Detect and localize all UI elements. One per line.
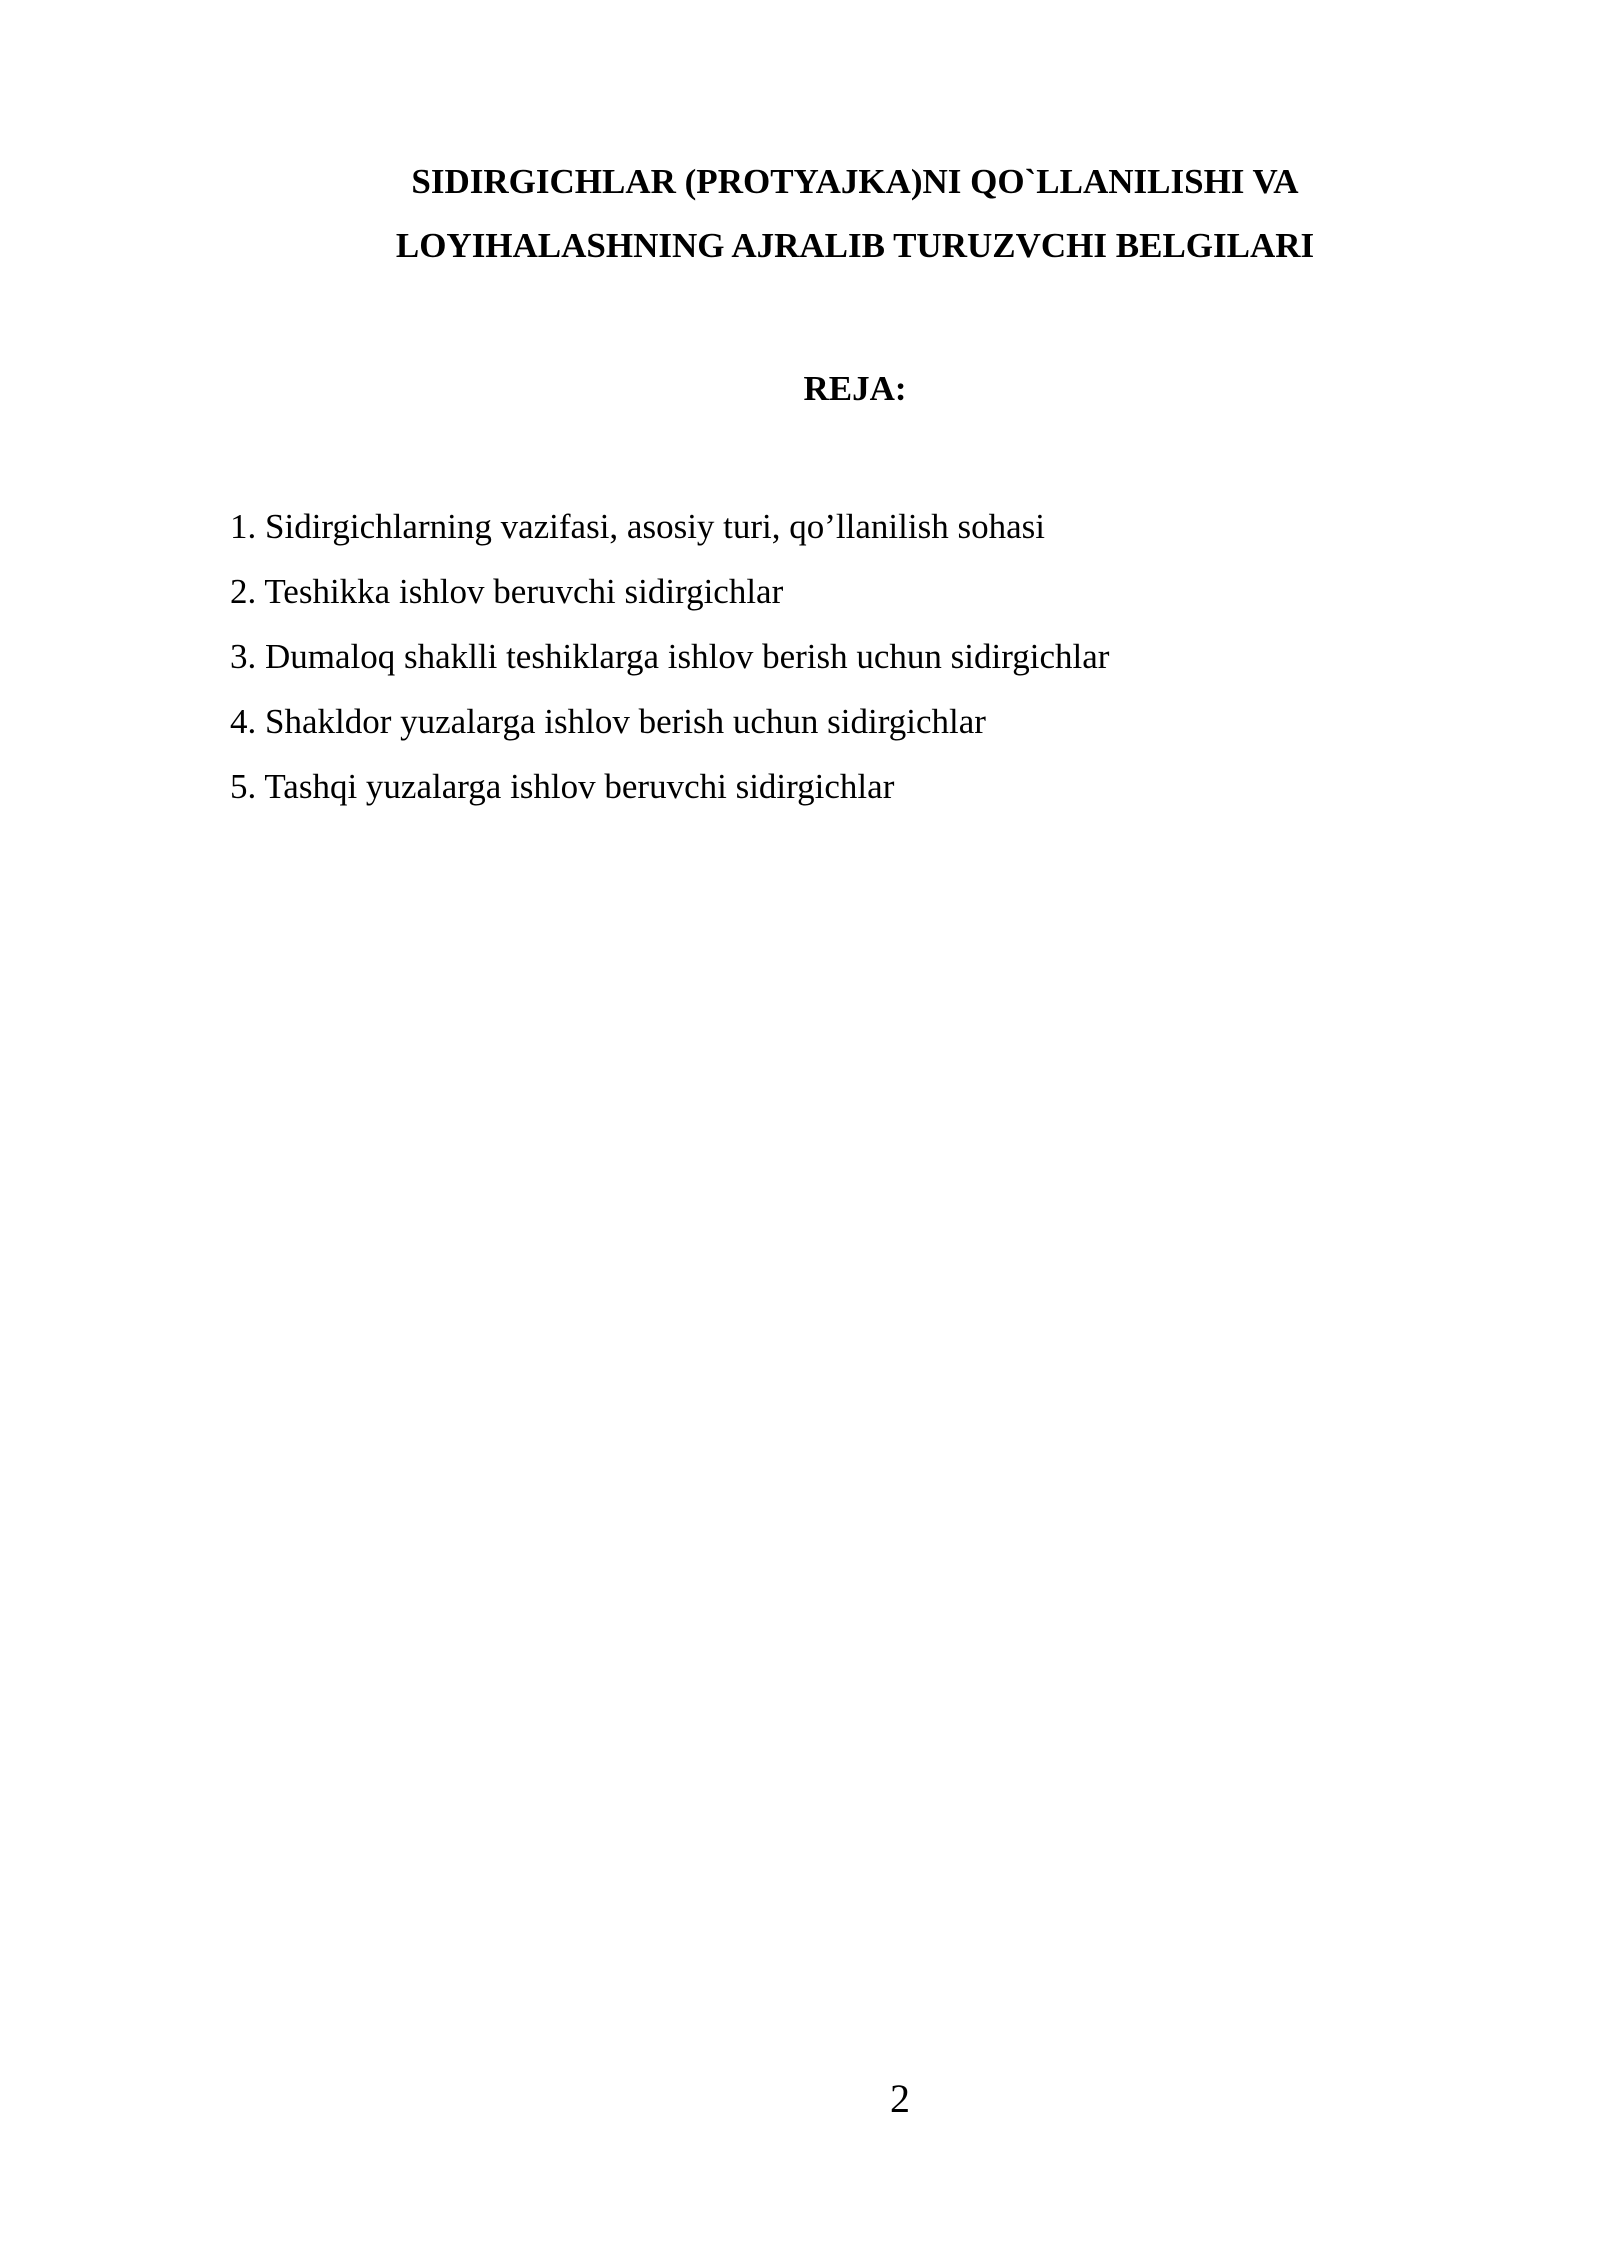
document-title xyxy=(230,150,1480,278)
plan-item: 5. Tashqi yuzalarga ishlov beruvchi sidirgichlar xyxy=(230,767,895,806)
title-line: SIDIRGICHLAR (PROTYAJKA)NI QO`LLANILISHI VA xyxy=(411,162,1299,201)
plan-item: 4. Shakldor yuzalarga ishlov berish uchun sidirgichlar xyxy=(230,702,986,741)
plan-item: 2. Teshikka ishlov beruvchi sidirgichlar xyxy=(230,572,784,611)
page-number: 2 xyxy=(890,2076,910,2121)
plan-heading: REJA: xyxy=(803,369,907,408)
plan-list xyxy=(230,494,1109,819)
plan-item: 1. Sidirgichlarning vazifasi, asosiy turi, qo’llanilish sohasi xyxy=(230,507,1045,546)
title-line: LOYIHALASHNING AJRALIB TURUZVCHI BELGILARI xyxy=(395,226,1315,265)
plan-item: 3. Dumaloq shaklli teshiklarga ishlov berish uchun sidirgichlar xyxy=(230,637,1110,676)
